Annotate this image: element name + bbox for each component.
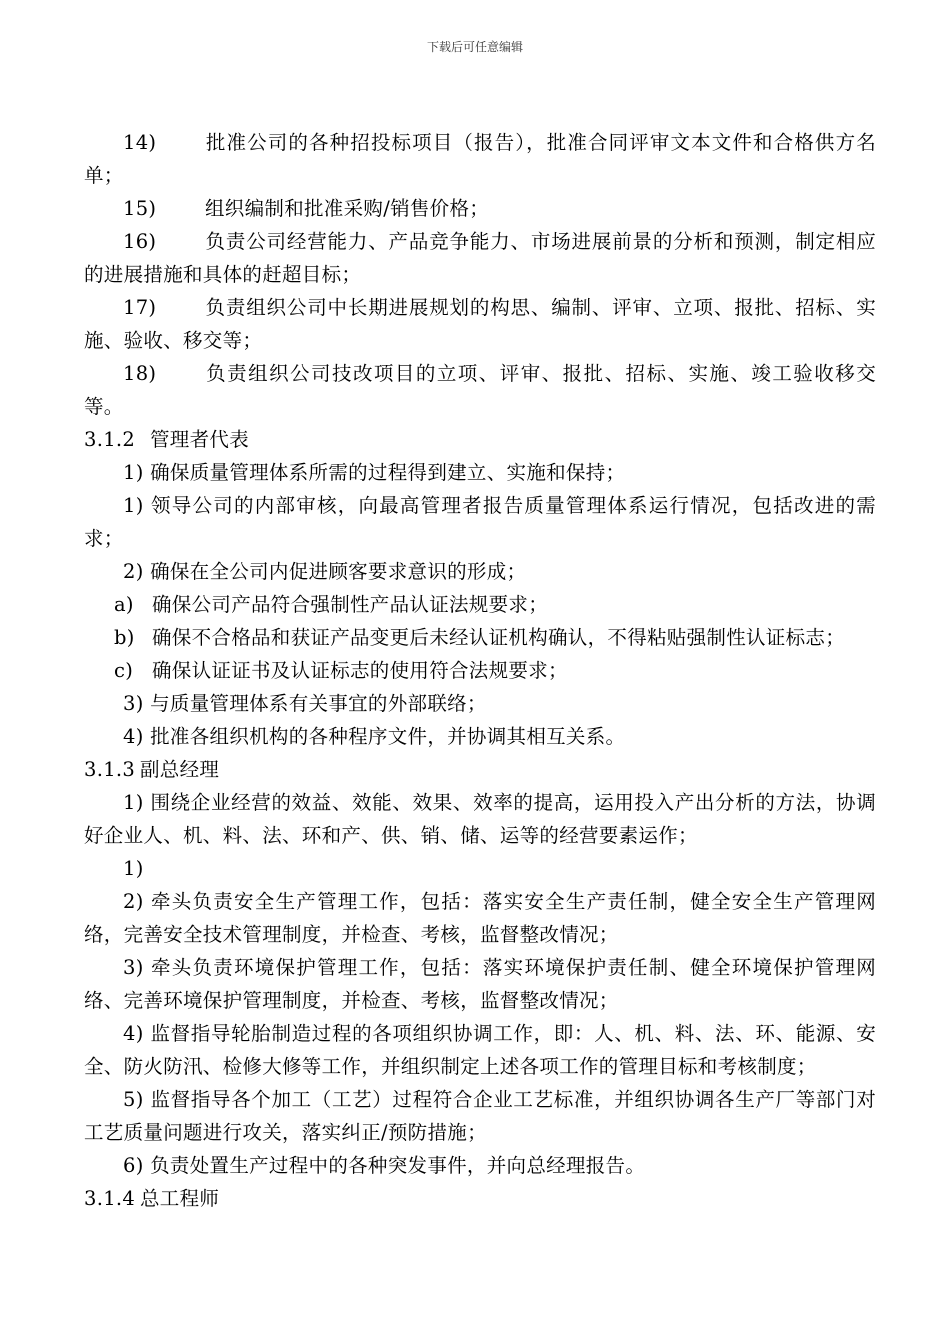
section-number: 3.1.2: [84, 428, 136, 451]
list-item: 4) 批准各组织机构的各种程序文件，并协调其相互关系。: [123, 725, 626, 748]
section-title: 管理者代表: [150, 428, 250, 451]
item-text: 负责公司经营能力、产品竞争能力、市场进展前景的分析和预测，制定相应的进展措施和具体的赶超目标；: [84, 230, 876, 286]
page-header: 下载后可任意编辑: [426, 40, 523, 54]
sub-item-text: 确保认证证书及认证标志的使用符合法规要求；: [152, 659, 568, 682]
item-text: 批准公司的各种招投标项目（报告），批准合同评审文本文件和合格供方名单；: [84, 131, 876, 187]
list-item: 6) 负责处置生产过程中的各种突发事件，并向总经理报告。: [123, 1154, 646, 1177]
list-item: [84, 357, 876, 423]
list-item: 1) 领导公司的内部审核，向最高管理者报告质量管理体系运行情况，包括改进的需求；: [84, 494, 876, 550]
item-number: 14): [123, 131, 157, 154]
section-heading-3-1-4: [84, 1182, 876, 1215]
list-item: [84, 225, 876, 291]
sub-item-text: 确保公司产品符合强制性产品认证法规要求；: [152, 593, 549, 616]
section-heading-3-1-2: [84, 423, 876, 456]
section-title: 副总经理: [140, 758, 220, 781]
item-number: 16): [123, 230, 157, 253]
item-text: 组织编制和批准采购/销售价格；: [205, 197, 490, 220]
sub-list-item: [84, 588, 876, 621]
sub-item-mark: c): [114, 659, 134, 682]
section-number: 3.1.4: [84, 1187, 136, 1210]
section-number: 3.1.3: [84, 758, 136, 781]
list-item: [84, 291, 876, 357]
item-number: 18): [123, 362, 157, 385]
list-item: 1) 确保质量管理体系所需的过程得到建立、实施和保持；: [123, 461, 626, 484]
section-title: 总工程师: [140, 1187, 220, 1210]
list-item: 1): [123, 857, 144, 880]
sub-item-mark: a): [114, 593, 134, 616]
section-heading-3-1-3: [84, 753, 876, 786]
list-item: 2) 确保在全公司内促进顾客要求意识的形成；: [123, 560, 527, 583]
list-item: 1) 围绕企业经营的效益、效能、效果、效率的提高，运用投入产出分析的方法，协调好企业人、机、料、法、环和产、供、销、储、运等的经营要素运作；: [84, 791, 876, 847]
item-text: 负责组织公司技改项目的立项、评审、报批、招标、实施、竣工验收移交等。: [84, 362, 876, 418]
document-body: [84, 126, 876, 1215]
sub-item-mark: b): [114, 626, 135, 649]
sub-item-text: 确保不合格品和获证产品变更后未经认证机构确认，不得粘贴强制性认证标志；: [152, 626, 846, 649]
list-item: 3) 牵头负责环境保护管理工作，包括：落实环境保护责任制、健全环境保护管理网络、完善环境保护管理制度，并检查、考核，监督整改情况；: [84, 956, 876, 1012]
list-item: [84, 192, 876, 225]
item-number: 17): [123, 296, 157, 319]
list-item: 2) 牵头负责安全生产管理工作，包括：落实安全生产责任制，健全安全生产管理网络，完善安全技术管理制度，并检查、考核，监督整改情况；: [84, 890, 876, 946]
item-number: 15): [123, 197, 157, 220]
list-item: [84, 126, 876, 192]
sub-list-item: [84, 621, 876, 654]
list-item: 4) 监督指导轮胎制造过程的各项组织协调工作，即：人、机、料、法、环、能源、安全、防火防汛、检修大修等工作，并组织制定上述各项工作的管理目标和考核制度；: [84, 1022, 876, 1078]
sub-list-item: [84, 654, 876, 687]
item-text: 负责组织公司中长期进展规划的构思、编制、评审、立项、报批、招标、实施、验收、移交等；: [84, 296, 876, 352]
list-item: 3) 与质量管理体系有关事宜的外部联络；: [123, 692, 487, 715]
list-item: 5) 监督指导各个加工（工艺）过程符合企业工艺标准，并组织协调各生产厂等部门对工艺质量问题进行攻关，落实纠正/预防措施；: [84, 1088, 876, 1144]
